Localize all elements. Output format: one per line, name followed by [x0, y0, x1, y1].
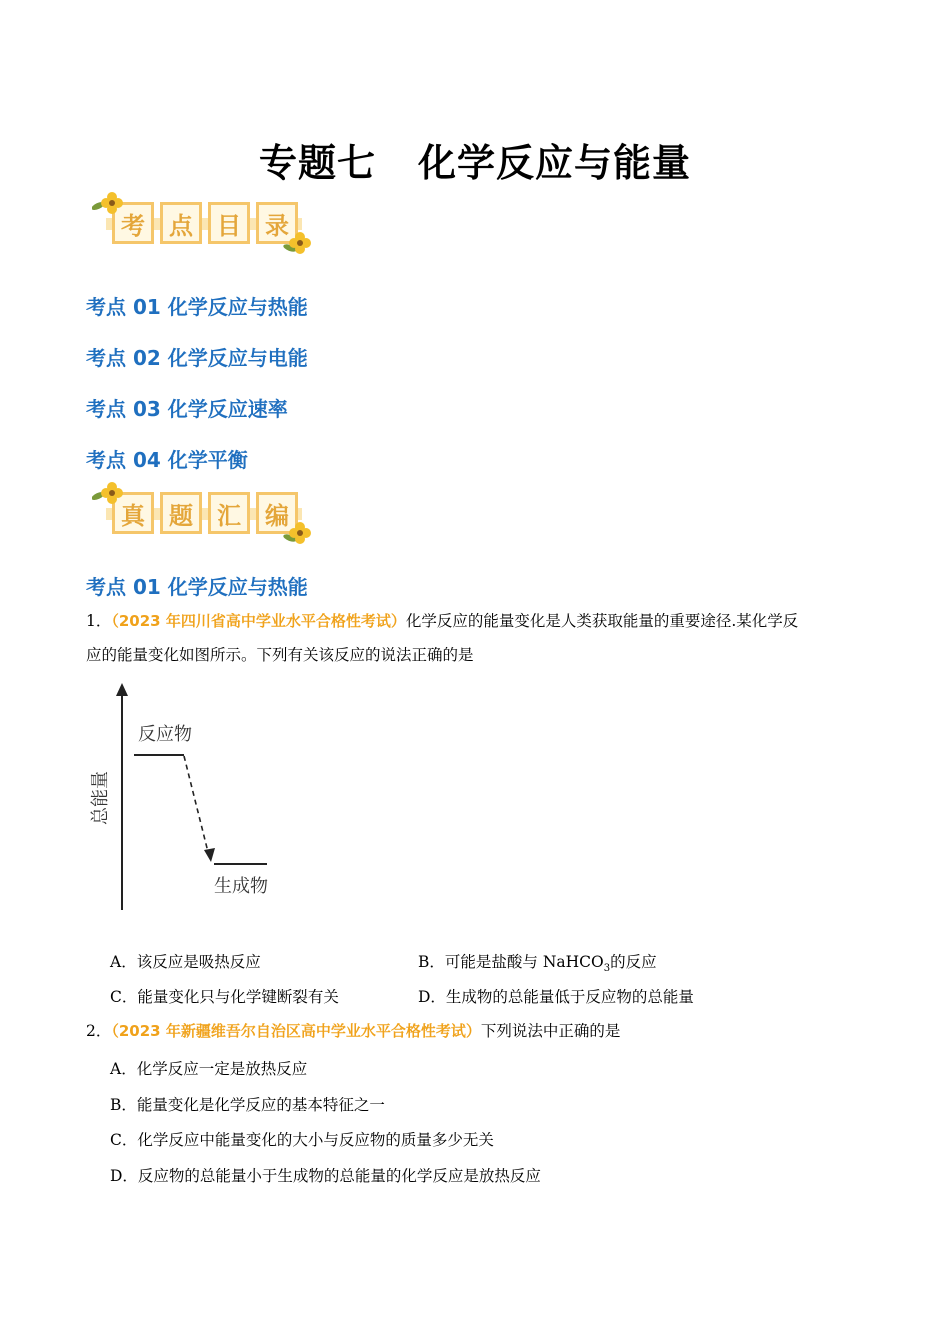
- question-2: [86, 1014, 866, 1048]
- option-b-text: B．可能是盐酸与 NaHCO: [418, 953, 604, 971]
- question-text-cont: 应的能量变化如图所示。下列有关该反应的说法正确的是: [86, 646, 474, 664]
- toc-item-1[interactable]: 考点 01 化学反应与热能: [86, 295, 308, 319]
- option-a[interactable]: A．该反应是吸热反应: [110, 953, 261, 971]
- flower-icon: [282, 520, 316, 548]
- banner-char: 真: [112, 492, 154, 534]
- banner-char: 题: [160, 492, 202, 534]
- energy-diagram: [84, 678, 324, 918]
- product-label: 生成物: [214, 876, 268, 897]
- option-b[interactable]: [418, 950, 657, 974]
- option-c[interactable]: C．化学反应中能量变化的大小与反应物的质量多少无关: [110, 1131, 494, 1149]
- banner-char: 录: [256, 202, 298, 244]
- question-source: （2023 年四川省高中学业水平合格性考试）: [111, 612, 406, 630]
- exam-banner: [92, 480, 312, 542]
- question-text: 化学反应的能量变化是人类获取能量的重要途径.某化学反: [405, 612, 799, 630]
- banner-char: 编: [256, 492, 298, 534]
- option-b-subscript: 3: [603, 963, 611, 975]
- option-d[interactable]: D．反应物的总能量小于生成物的总能量的化学反应是放热反应: [110, 1167, 541, 1185]
- question-number: 1．: [86, 612, 112, 630]
- axis-arrow-icon: [116, 683, 128, 696]
- question-text: 下列说法中正确的是: [480, 1022, 621, 1040]
- arrowhead-icon: [204, 848, 215, 862]
- toc-item-2[interactable]: 考点 02 化学反应与电能: [86, 346, 308, 370]
- toc-item-4[interactable]: 考点 04 化学平衡: [86, 448, 248, 472]
- option-b[interactable]: B．能量变化是化学反应的基本特征之一: [110, 1096, 385, 1114]
- question-1: [86, 604, 866, 672]
- question-source: （2023 年新疆维吾尔自治区高中学业水平合格性考试）: [111, 1022, 481, 1040]
- section-heading: 考点 01 化学反应与热能: [86, 575, 308, 599]
- page-title: [0, 132, 950, 187]
- flower-icon: [282, 230, 316, 258]
- reactant-label: 反应物: [138, 724, 192, 745]
- banner-char: 考: [112, 202, 154, 244]
- flower-icon: [92, 190, 126, 218]
- toc-banner: [92, 190, 312, 252]
- option-a[interactable]: A．化学反应一定是放热反应: [110, 1060, 308, 1078]
- banner-char: 点: [160, 202, 202, 244]
- title-part1: 专题七: [258, 141, 376, 185]
- option-d[interactable]: D．生成物的总能量低于反应物的总能量: [418, 988, 694, 1006]
- y-axis-label: 总能量: [90, 771, 111, 825]
- banner-char: 目: [208, 202, 250, 244]
- transition-arrow: [184, 756, 209, 856]
- banner-char: 汇: [208, 492, 250, 534]
- option-b-text-end: 的反应: [610, 953, 657, 971]
- option-c[interactable]: C．能量变化只与化学键断裂有关: [110, 988, 339, 1006]
- toc-item-3[interactable]: 考点 03 化学反应速率: [86, 397, 288, 421]
- flower-icon: [92, 480, 126, 508]
- question-number: 2．: [86, 1022, 112, 1040]
- title-part2: 化学反应与能量: [418, 141, 692, 185]
